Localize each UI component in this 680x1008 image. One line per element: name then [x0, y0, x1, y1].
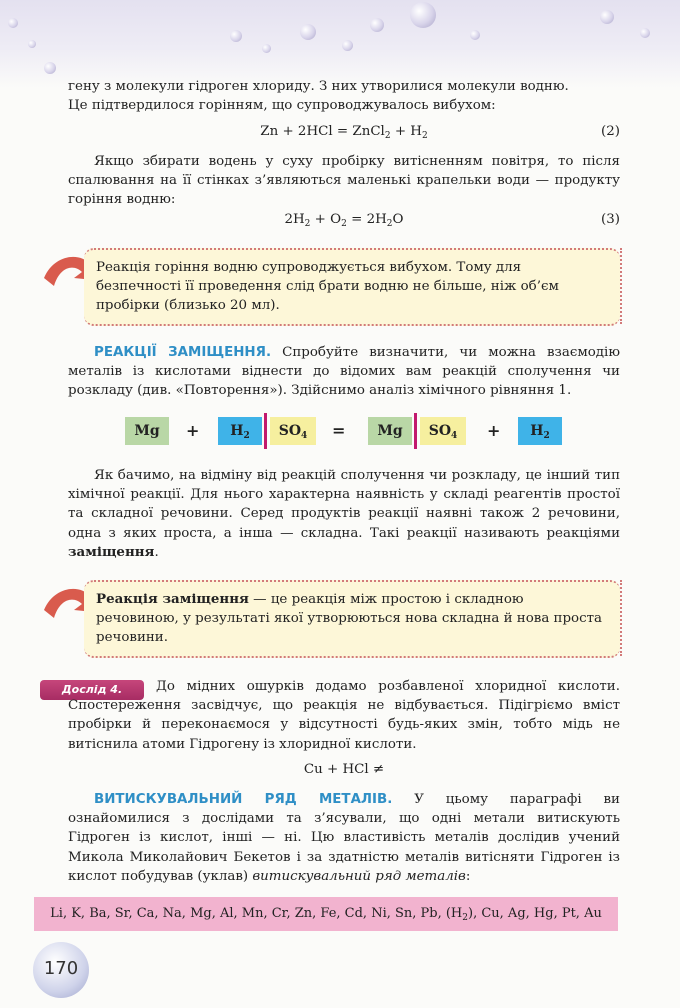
- bubble-decoration: [44, 62, 56, 74]
- bubble-decoration: [470, 30, 480, 40]
- intro-line-2: Це підтвердилося горінням, що супроводжувалось вибухом:: [68, 98, 496, 114]
- page-number: 170: [43, 958, 79, 979]
- equation-2-number: (2): [601, 124, 620, 139]
- intro-paragraph: [68, 77, 620, 115]
- note-2: [84, 580, 620, 658]
- section-substitution-paragraph: [68, 343, 620, 401]
- section-substitution-text: Спробуйте визначити, чи можна взаємодію металів із кислотами віднести до відомих вам реакцій сполучення чи розкладу (див. «Повторення»). Здійснимо аналіз хімічного рівняння 1.: [68, 345, 620, 399]
- bubble-decoration: [300, 24, 316, 40]
- note-2-text: — це реакція між простою і складною речовиною, у результаті якої утворюються нова складна й нова проста речовини.: [96, 592, 603, 646]
- note-1-text: Реакція горіння водню супроводжується вибухом. Тому для безпечності її проведення слід брати водню не більше, ніж об’єм пробірки (близько 20 мл).: [96, 260, 559, 314]
- experiment-text: До мідних ошурків додамо розбавленої хлоридної кислоти. Спостереження засвідчує, що реакція не відбувається. Підігріємо вміст пробірки й переконаємося у відсутності будь-яких змін, тобто мідь не витіснила атоми Гідрогену із хлоридної кислоти.: [68, 679, 620, 752]
- scheme-h2-product: $H_2$: [518, 417, 562, 445]
- equation-3-formula: $2H_2 + O_2 = 2H_2O$: [284, 212, 404, 229]
- bubble-decoration: [262, 44, 271, 53]
- reaction-scheme: [0, 417, 680, 449]
- intro-line-1: гену з молекули гідроген хлориду. З них утворилися молекули водню.: [68, 79, 569, 94]
- note-1: [84, 248, 620, 326]
- paragraph-dry-tube: Якщо збирати водень у суху пробірку витісненням повітря, то після спалювання на її стінках з’являються маленькі крапельки води — продукту горіння водню:: [68, 154, 620, 208]
- scheme-equals: =: [332, 421, 346, 440]
- scheme-divider-1: [264, 413, 267, 449]
- equation-3-number: (3): [601, 212, 620, 227]
- experiment-paragraph: [68, 677, 620, 754]
- term-metal-series: витискувальний ряд металів: [252, 868, 466, 884]
- bubble-decoration: [8, 18, 18, 28]
- analysis-paragraph: Як бачимо, на відміну від реакцій сполучення чи розкладу, це інший тип хімічної реакції. Для нього характерна наявність у складі реагентів простої та складної речовини. Серед продуктів реакції наявні також 2 речовини, одна з яких проста, а інша — складна. Такі реакції називають реакціями заміщення.: [68, 468, 620, 560]
- header-banner: [0, 0, 680, 88]
- note-2-term: Реакція заміщення: [96, 591, 249, 607]
- scheme-mg-product: Mg: [368, 417, 412, 445]
- section-substitution-heading: РЕАКЦІЇ ЗАМІЩЕННЯ.: [94, 345, 272, 360]
- equation-2-formula: Zn + 2HCl = ZnCl$_2$ + $H_2$: [260, 124, 428, 141]
- bubble-decoration: [410, 2, 436, 28]
- equation-cu-formula: Cu + HCl ≠: [303, 762, 385, 777]
- bubble-decoration: [640, 28, 650, 38]
- scheme-plus-2: +: [487, 421, 501, 440]
- bubble-decoration: [370, 18, 384, 32]
- scheme-h2-reactant: $H_2$: [218, 417, 262, 445]
- scheme-so4-reactant: $SO_4$: [270, 417, 316, 445]
- scheme-divider-2: [414, 413, 417, 449]
- scheme-mg-reactant: Mg: [125, 417, 169, 445]
- bubble-decoration: [342, 40, 353, 51]
- bubble-decoration: [28, 40, 36, 48]
- scheme-plus-1: +: [186, 421, 200, 440]
- scheme-so4-product: $SO_4$: [420, 417, 466, 445]
- bubble-decoration: [600, 10, 614, 24]
- term-substitution: заміщення: [68, 543, 155, 560]
- experiment-tag: Дослід 4.: [40, 680, 144, 700]
- metal-activity-series: Li, K, Ba, Sr, Ca, Na, Mg, Al, Mn, Cr, Zn, Fe, Cd, Ni, Sn, Pb, $(H_2)$, Cu, Ag, Hg, Pt, Au: [34, 897, 618, 931]
- section-metal-series-paragraph: ВИТИСКУВАЛЬНИЙ РЯД МЕТАЛІВ. У цьому параграфі ви ознайомилися з дослідами та з’ясували, що одні метали витискують Гідроген із кислот, інші — ні. Цю властивість металів дослідив учений Микола Миколайович Бекетов і за здатністю металів витісняти Гідроген із кислот побудував (уклав) витискувальний ряд металів:: [68, 792, 620, 884]
- section-metal-series-heading: ВИТИСКУВАЛЬНИЙ РЯД МЕТАЛІВ.: [94, 792, 393, 807]
- bubble-decoration: [230, 30, 242, 42]
